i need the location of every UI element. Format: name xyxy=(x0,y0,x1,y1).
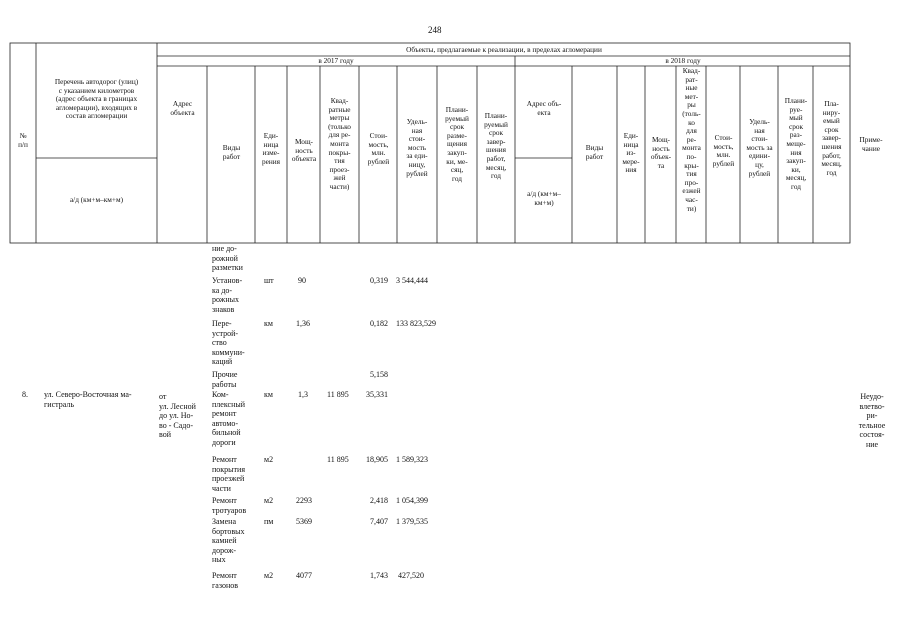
row-works: Ремонт газонов xyxy=(212,571,239,590)
header-2018-unit: Еди- ница из- мере- ния xyxy=(622,132,640,175)
header-2017-cost: Стои- мость, млн. рублей xyxy=(367,132,390,166)
header-col-note: Приме- чание xyxy=(859,136,883,153)
header-col-road-list: Перечень автодорог (улиц) с указанием километров (адрес объекта в границах агломерации), входящих в состав агломерации xyxy=(54,78,139,121)
row-works: Прочие работы xyxy=(212,370,238,389)
header-2017-completion-term: Плани- руемый срок завер- шения работ, месяц, год xyxy=(484,112,508,181)
row-works: Пере- устрой- ство коммуни- каций xyxy=(212,319,245,366)
row-cost: 0,319 xyxy=(370,276,388,285)
header-2017-address: Адрес объекта xyxy=(170,100,195,117)
row-capacity: 2293 xyxy=(296,496,312,505)
row-cost: 0,182 xyxy=(370,319,388,328)
header-year-2017: в 2017 году xyxy=(318,57,354,65)
row-unit: пм xyxy=(264,517,274,526)
row-cost: 7,407 xyxy=(370,517,388,526)
header-2017-procurement-term: Плани- руемый срок разме- щения закуп- ки, ме- сяц, год xyxy=(445,106,469,183)
row-capacity: 4077 xyxy=(296,571,312,580)
header-col-ad: а/д (км+м–км+м) xyxy=(69,196,124,204)
row-unit-cost: 1 379,535 xyxy=(396,517,428,526)
works-continuation: ние до- рожной разметки xyxy=(212,244,243,272)
row-cost: 5,158 xyxy=(370,370,388,379)
header-2018-unit-cost: Удель- ная стои- мость за едини- цу, рублей xyxy=(746,118,773,178)
row-cost: 1,743 xyxy=(370,571,388,580)
row-capacity: 5369 xyxy=(296,517,312,526)
header-group-title: Объекты, предлагаемые к реализации, в пределах агломерации xyxy=(406,46,602,54)
header-col-number: № п/п xyxy=(18,132,28,149)
header-2017-works: Виды работ xyxy=(222,144,241,161)
header-2017-capacity: Мощ- ность объекта xyxy=(291,138,317,164)
row-cost: 2,418 xyxy=(370,496,388,505)
row-sqm: 11 895 xyxy=(327,455,349,464)
header-2017-unit-cost: Удель- ная стои- мость за еди- ницу, рублей xyxy=(406,118,428,178)
row-unit: м2 xyxy=(264,455,274,464)
row-works: Установ- ка до- рожных знаков xyxy=(212,276,243,314)
row-sqm: 11 895 xyxy=(327,390,349,399)
table-header xyxy=(0,0,905,260)
row-cost: 35,331 xyxy=(366,390,388,399)
header-2018-address: Адрес объ- екта xyxy=(526,100,562,117)
row-unit-cost: 1 589,323 xyxy=(396,455,428,464)
page-number: 248 xyxy=(428,25,442,35)
row-capacity: 1,36 xyxy=(296,319,310,328)
row-cost: 18,905 xyxy=(366,455,388,464)
row-unit: м2 xyxy=(264,571,274,580)
row-unit: км xyxy=(264,319,273,328)
row-works: Ком- плексный ремонт автомо- бильной дороги xyxy=(212,390,245,447)
row-unit-cost: 3 544,444 xyxy=(396,276,428,285)
header-2018-works: Виды работ xyxy=(585,144,604,161)
row-capacity: 90 xyxy=(298,276,306,285)
header-2018-sqm: Квад- рат- ные мет- ры (толь- ко для ре- монта по- кры- тия про- езжей час- ти) xyxy=(682,67,701,213)
row-unit: шт xyxy=(264,276,274,285)
row-works: Ремонт тротуаров xyxy=(212,496,247,515)
row-unit: м2 xyxy=(264,496,274,505)
row-unit-cost: 1 054,399 xyxy=(396,496,428,505)
header-2018-completion-term: Пла- ниру- емый срок завер- шения работ, месяц, год xyxy=(821,100,842,177)
header-2018-ad: а/д (км+м– км+м) xyxy=(527,190,561,207)
header-2017-unit: Еди- ница изме- рения xyxy=(261,132,281,166)
row-capacity: 1,3 xyxy=(298,390,308,399)
row-unit: км xyxy=(264,390,273,399)
header-2018-procurement-term: Плани- руе- мый срок раз- меще- ния закуп- ки, месяц, год xyxy=(784,97,808,191)
row-works: Замена бортовых камней дорож- ных xyxy=(212,517,245,564)
row-works: Ремонт покрытия проезжей части xyxy=(212,455,245,493)
row-number: 8. xyxy=(22,390,28,399)
row-unit-cost: 133 823,529 xyxy=(396,319,436,328)
header-2018-capacity: Мощ- ность объек- та xyxy=(650,136,672,170)
row-road-name: ул. Северо-Восточная ма- гистраль xyxy=(44,390,132,409)
row-unit-cost: 427,520 xyxy=(398,571,424,580)
header-2018-cost: Стои- мость, млн. рублей xyxy=(712,134,735,168)
row-address: от ул. Лесной до ул. Но- во - Садо- вой xyxy=(159,392,196,439)
header-2017-sqm: Квад- ратные метры (только для ре- монта покры- тия проез- жей части) xyxy=(328,97,351,191)
header-year-2018: в 2018 году xyxy=(665,57,701,65)
row-note: Неудо- влетво- ри- тельное состоя- ние xyxy=(858,392,886,449)
